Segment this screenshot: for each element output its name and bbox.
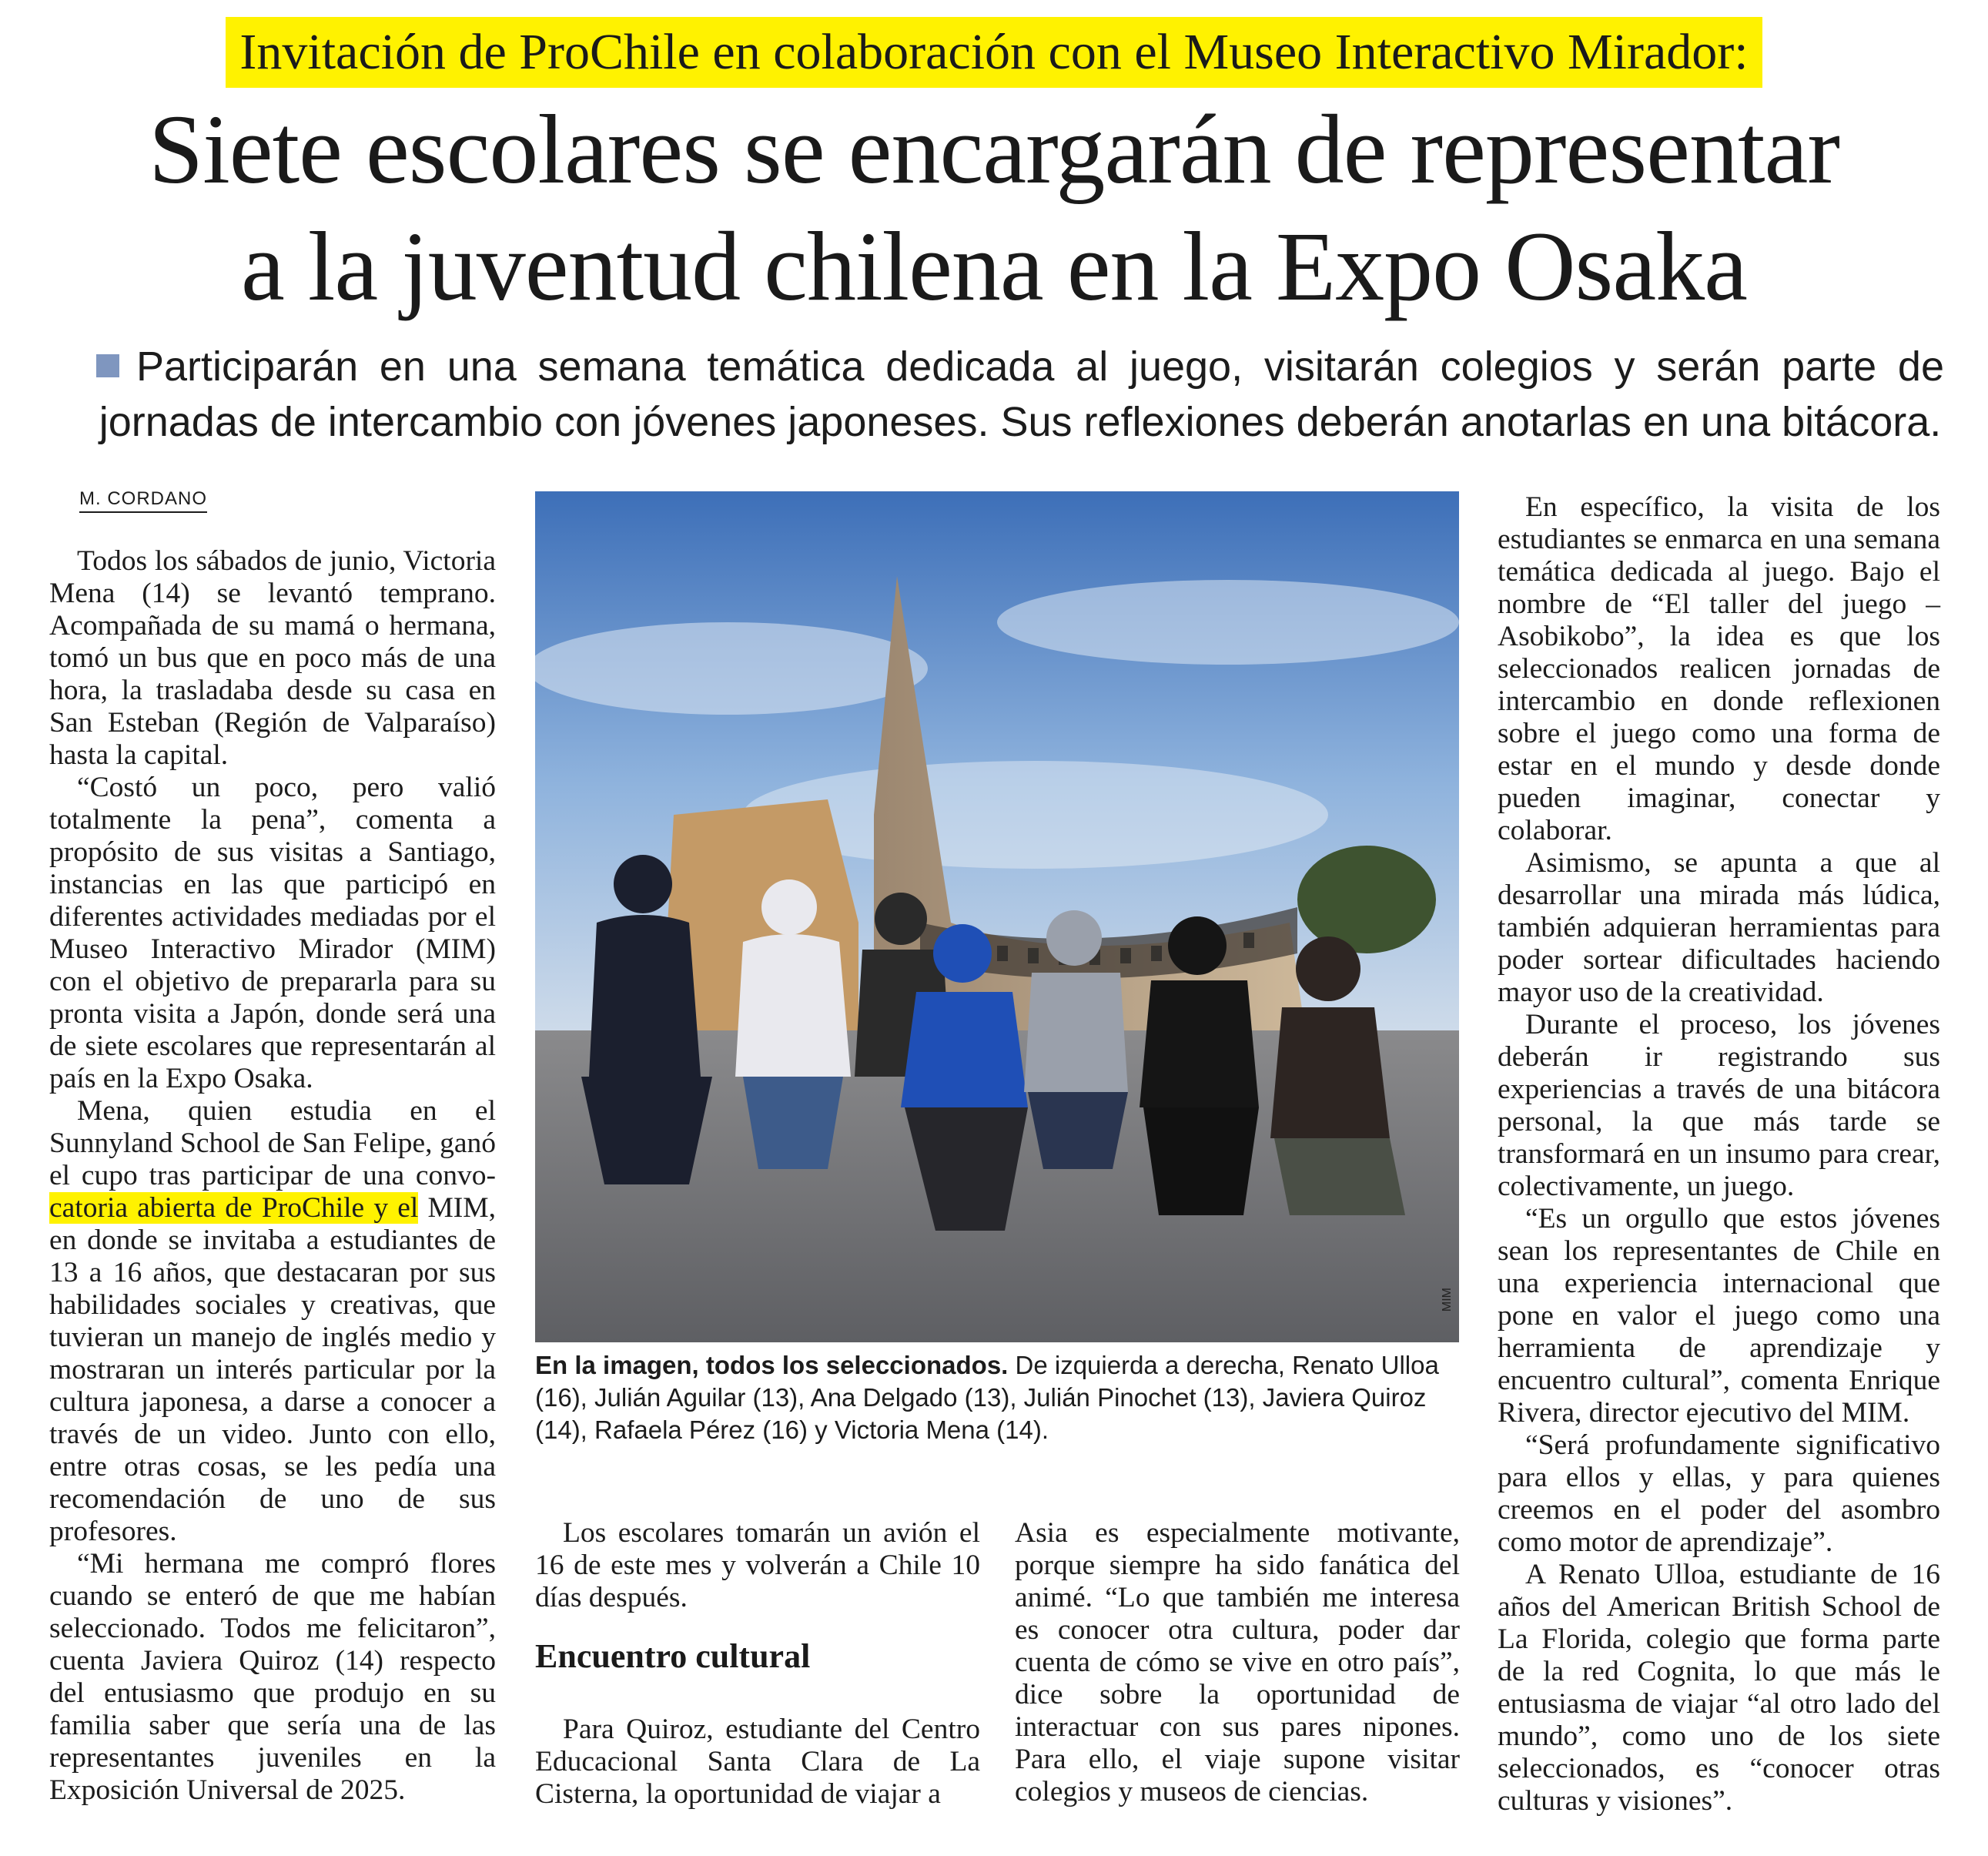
article-photo bbox=[535, 491, 1459, 1342]
paragraph: “Mi hermana me compró flores cuando se enteró de que me habían seleccionado. Todos me felicitaron”, cuenta Javiera Quiroz (14) respecto del entusiasmo que produjo en su familia saber que sería una de las representantes juveniles en la Exposición Universal de 2025. bbox=[49, 1548, 496, 1806]
paragraph-text: MIM, en donde se invitaba a estudiantes de 13 a 16 años, que destacaran por sus habilidades sociales y creativas, que tuvieran un manejo de inglés medio y mostraran un interés particular por la cultura japonesa, a darse a conocer a través de un video. Junto con ello, entre otras cosas, se les pedía una recomendación de uno de sus profesores. bbox=[49, 1192, 497, 1547]
paragraph-text: Mena, quien estudia en el Sunnyland School de San Felipe, ganó el cupo tras participar de una convo- bbox=[49, 1095, 496, 1191]
byline: M. CORDANO bbox=[79, 488, 207, 513]
headline-line-1: Siete escolares se encargarán de representar bbox=[149, 95, 1839, 204]
paragraph bbox=[49, 1095, 496, 1548]
paragraph: “Es un orgullo que estos jóvenes sean los representantes de Chile en una experiencia internacional que pone en valor el juego como una herramienta de aprendizaje y encuentro cultural”, comenta Enrique Rivera, director ejecutivo del MIM. bbox=[1498, 1203, 1940, 1429]
paragraph: Asia es especialmente motivante, porque siempre ha sido fanática del animé. “Lo que también me interesa es conocer otra cultura, poder dar cuenta de cómo se vive en otro país”, dice sobre la oportunidad de interactuar con sus pares nipones. Para ello, el viaje supone visitar colegios y museos de ciencias. bbox=[1015, 1517, 1460, 1807]
paragraph: Asimismo, se apunta a que al desarrollar una mirada más lúdica, también adquieran herramientas para poder sortear dificultades haciendo mayor uso de la creatividad. bbox=[1498, 847, 1940, 1008]
section-subhead: Encuentro cultural bbox=[535, 1637, 811, 1675]
paragraph: “Costó un poco, pero valió totalmente la pena”, comenta a propósito de sus visitas a Santiago, instancias en las que participó en diferentes actividades mediadas por el Museo Interactivo Mirador (MIM) con el objetivo de prepararla para su pronta visita a Japón, donde será una de siete escolares que representarán al país en la Expo Osaka. bbox=[49, 772, 496, 1094]
paragraph: Los escolares tomarán un avión el 16 de este mes y volverán a Chile 10 días después. bbox=[535, 1517, 980, 1613]
caption-text: De izquierda a derecha, Renato Ulloa (16), Julián Aguilar (13), Ana Delgado (13), Julián Pinochet (13), Javiera Quiroz (14), Rafaela Pérez (16) y Victoria Mena (14). bbox=[535, 1351, 1439, 1444]
headline bbox=[46, 91, 1942, 325]
tree bbox=[1297, 846, 1436, 953]
article-column-2-continued bbox=[535, 1714, 980, 1811]
deck-text: Participarán en una semana temática dedicada al juego, visitarán colegios y serán parte de jornadas de intercambio con jóvenes japoneses. Sus reflexiones deberán anotarlas en una bitácora. bbox=[99, 343, 1944, 445]
article-column-4 bbox=[1498, 491, 1940, 1817]
headline-line-2: a la juventud chilena en la Expo Osaka bbox=[241, 212, 1747, 321]
article-column-1 bbox=[49, 545, 496, 1807]
kicker-container bbox=[0, 17, 1988, 88]
paragraph: Para Quiroz, estudiante del Centro Educacional Santa Clara de La Cisterna, la oportunidad de viajar a bbox=[535, 1714, 980, 1810]
kicker-highlight: Invitación de ProChile en colaboración con el Museo Interactivo Mirador: bbox=[226, 17, 1762, 88]
article-column-2 bbox=[535, 1517, 980, 1614]
paragraph: En específico, la visita de los estudiantes se enmarca en una semana temática dedicada al juego. Bajo el nombre de “El taller del juego – Asobikobo”, la idea es que los seleccionados realicen jornadas de intercambio en donde reflexionen sobre el juego como una forma de estar en el mundo y desde donde pueden imaginar, conectar y colaborar. bbox=[1498, 491, 1940, 846]
paragraph: Durante el proceso, los jóvenes deberán ir registrando sus experiencias a través de una bitácora personal, la que más tarde se transformará en un insumo para crear, colectivamente, un juego. bbox=[1498, 1009, 1940, 1202]
photo-credit: MIM bbox=[1441, 1287, 1454, 1312]
photo-illustration bbox=[535, 491, 1459, 1342]
paragraph: “Será profundamente significativo para ellos y ellas, y para quienes creemos en el poder del asombro como motor de aprendizaje”. bbox=[1498, 1429, 1940, 1558]
highlighted-text: catoria abierta de ProChile y el bbox=[49, 1192, 419, 1224]
deck bbox=[96, 339, 1944, 450]
article-column-3 bbox=[1015, 1517, 1460, 1808]
paragraph: Todos los sábados de junio, Victoria Mena (14) se levantó temprano. Acompañada de su mamá o hermana, tomó un bus que en poco más de una hora, la trasladaba desde su casa en San Esteban (Región de Valparaíso) hasta la capital. bbox=[49, 545, 496, 771]
photo-caption bbox=[535, 1349, 1459, 1446]
square-bullet-icon bbox=[96, 354, 119, 377]
caption-lead: En la imagen, todos los seleccionados. bbox=[535, 1351, 1009, 1379]
paragraph: A Renato Ulloa, estudiante de 16 años del American British School de La Florida, colegio que forma parte de la red Cognita, lo que más le entusiasma de viajar “al otro lado del mundo”, como uno de los siete seleccionados, es “conocer otras culturas y visiones”. bbox=[1498, 1559, 1940, 1817]
